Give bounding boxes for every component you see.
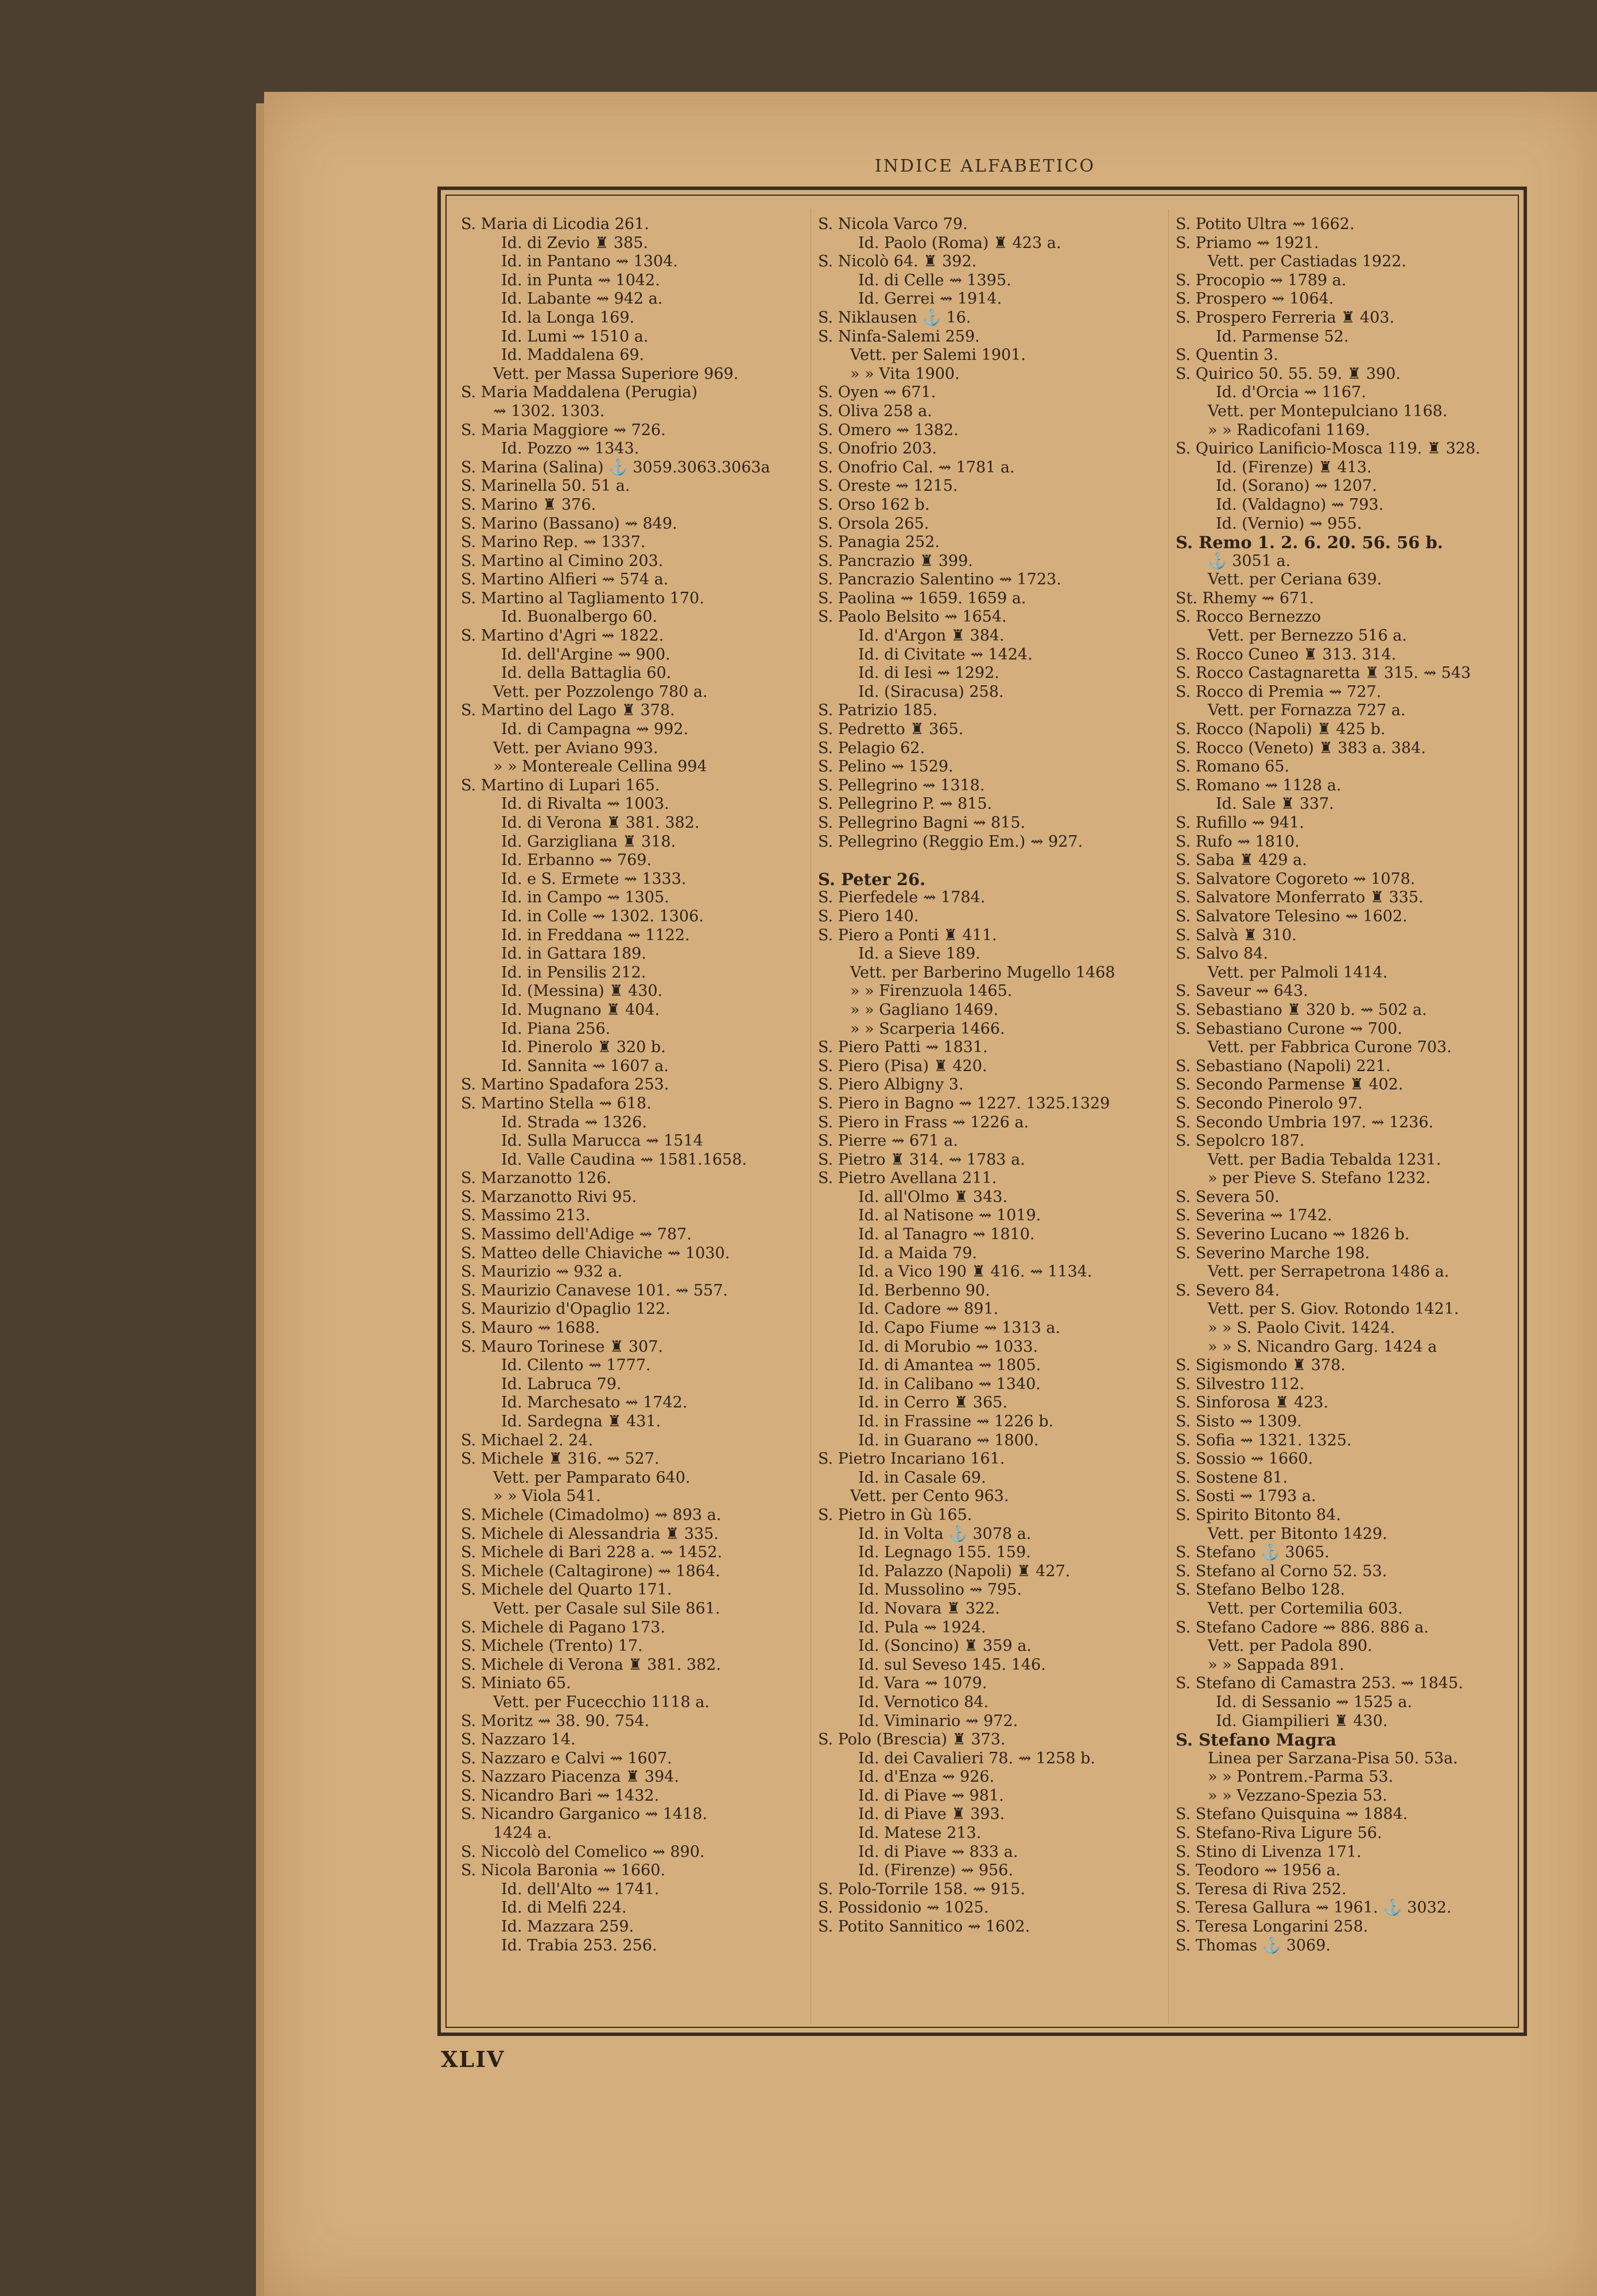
index-entry: S. Martino al Tagliamento 170. — [461, 589, 704, 607]
index-entry: S. Stefano Magra — [1176, 1730, 1336, 1750]
index-entry: Id. (Messina) ♜ 430. — [501, 982, 663, 1000]
index-column-1 — [461, 215, 805, 2018]
index-entry: St. Rhemy ⇝ 671. — [1176, 589, 1314, 607]
index-entry: S. Secondo Parmense ♜ 402. — [1176, 1076, 1404, 1094]
index-entry: S. Nazzaro Piacenza ♜ 394. — [461, 1768, 679, 1786]
index-entry: S. Pellegrino P. ⇝ 815. — [818, 795, 993, 813]
index-entry: Id. in Calibano ⇝ 1340. — [858, 1375, 1041, 1393]
index-entry: Id. di Campagna ⇝ 992. — [501, 720, 689, 739]
index-entry: S. Thomas ⚓ 3069. — [1176, 1936, 1331, 1954]
index-entry: Vett. per Palmoli 1414. — [1208, 963, 1388, 982]
index-entry: » » Scarperia 1466. — [850, 1019, 1005, 1038]
index-entry: Id. Paolo (Roma) ♜ 423 a. — [858, 234, 1061, 252]
index-entry: ⇝ 1302. 1303. — [493, 402, 605, 420]
index-entry: S. Stefano di Camastra 253. ⇝ 1845. — [1176, 1674, 1463, 1693]
index-entry: Id. all'Olmo ♜ 343. — [858, 1188, 1008, 1206]
index-entry: S. Teresa Longarini 258. — [1176, 1918, 1369, 1936]
index-entry: S. Stefano ⚓ 3065. — [1176, 1543, 1329, 1562]
index-entry: S. Marino ♜ 376. — [461, 495, 596, 514]
index-entry: S. Maria di Licodia 261. — [461, 215, 649, 233]
index-entry: S. Sigismondo ♜ 378. — [1176, 1356, 1346, 1375]
index-entry: Id. Sardegna ♜ 431. — [501, 1413, 661, 1430]
index-entry: Id. Giampilieri ♜ 430. — [1216, 1712, 1388, 1730]
column-separator — [1168, 210, 1169, 2023]
index-entry: Vett. per Cortemilia 603. — [1208, 1599, 1403, 1618]
index-entry: Id. d'Enza ⇝ 926. — [858, 1768, 995, 1786]
index-entry: Id. Mugnano ♜ 404. — [501, 1000, 660, 1019]
index-entry: » » Vezzano-Spezia 53. — [1208, 1786, 1387, 1805]
index-entry: Id. Mazzara 259. — [501, 1918, 634, 1936]
index-entry: S. Pelagio 62. — [818, 739, 925, 757]
index-entry: Id. di Amantea ⇝ 1805. — [858, 1356, 1041, 1375]
index-entry: Id. dei Cavalieri 78. ⇝ 1258 b. — [858, 1749, 1095, 1767]
index-entry: S. Salvatore Cogoreto ⇝ 1078. — [1176, 870, 1416, 888]
index-entry: S. Rocco Cuneo ♜ 313. 314. — [1176, 645, 1397, 664]
index-entry: Id. Capo Fiume ⇝ 1313 a. — [858, 1319, 1061, 1337]
index-entry: S. Omero ⇝ 1382. — [818, 421, 959, 439]
index-entry: » » Firenzuola 1465. — [850, 982, 1013, 1000]
index-entry: Vett. per Cento 963. — [850, 1487, 1009, 1506]
index-entry: S. Sosti ⇝ 1793 a. — [1176, 1487, 1316, 1506]
index-entry: S. Piero 140. — [818, 907, 919, 925]
index-entry: Id. in Volta ⚓ 3078 a. — [858, 1525, 1032, 1543]
index-entry: S. Niklausen ⚓ 16. — [818, 308, 971, 327]
index-entry: » » S. Nicandro Garg. 1424 a — [1208, 1337, 1437, 1356]
index-entry: S. Mauro Torinese ♜ 307. — [461, 1337, 663, 1356]
index-entry: Id. d'Argon ♜ 384. — [858, 627, 1005, 645]
index-entry: Id. Erbanno ⇝ 769. — [501, 851, 652, 870]
index-entry: » » Montereale Cellina 994 — [493, 758, 707, 776]
index-entry: Id. Buonalbergo 60. — [501, 608, 657, 626]
index-entry: Id. di Piave ⇝ 981. — [858, 1786, 1004, 1805]
index-entry: S. Stefano Cadore ⇝ 886. 886 a. — [1176, 1618, 1429, 1636]
index-entry: S. Piero in Bagno ⇝ 1227. 1325.1329 — [818, 1094, 1110, 1112]
index-entry: S. Saveur ⇝ 643. — [1176, 982, 1308, 1000]
index-entry: Id. in Cerro ♜ 365. — [858, 1394, 1007, 1412]
index-entry: S. Michele ♜ 316. ⇝ 527. — [461, 1450, 660, 1468]
index-entry: Vett. per Salemi 1901. — [850, 346, 1026, 364]
index-entry: Vett. per Castiadas 1922. — [1208, 253, 1406, 271]
page-number: XLIV — [441, 2046, 505, 2072]
index-entry: Id. a Vico 190 ♜ 416. ⇝ 1134. — [858, 1263, 1092, 1281]
index-entry: S. Salvatore Monferrato ♜ 335. — [1176, 889, 1424, 907]
index-entry: » » Radicofani 1169. — [1208, 421, 1370, 439]
index-entry: Id. dell'Alto ⇝ 1741. — [501, 1880, 660, 1898]
index-entry: S. Piero (Pisa) ♜ 420. — [818, 1057, 987, 1075]
index-entry: Id. Cadore ⇝ 891. — [858, 1300, 999, 1318]
index-entry: S. Teresa Gallura ⇝ 1961. ⚓ 3032. — [1176, 1899, 1452, 1917]
index-entry: Id. di Iesi ⇝ 1292. — [858, 664, 999, 682]
index-entry: S. Nazzaro 14. — [461, 1731, 576, 1749]
index-entry: S. Pietro in Gù 165. — [818, 1506, 972, 1524]
index-entry: Vett. per Aviano 993. — [493, 739, 658, 757]
index-entry: Id. di Rivalta ⇝ 1003. — [501, 795, 669, 813]
index-entry: S. Teodoro ⇝ 1956 a. — [1176, 1861, 1341, 1880]
index-entry: S. Severina ⇝ 1742. — [1176, 1207, 1332, 1225]
index-entry: S. Prospero Ferreria ♜ 403. — [1176, 308, 1395, 327]
index-entry: » per Pieve S. Stefano 1232. — [1208, 1169, 1431, 1188]
index-entry: Linea per Sarzana-Pisa 50. 53a. — [1208, 1749, 1458, 1767]
index-entry: Id. (Siracusa) 258. — [858, 682, 1004, 701]
index-entry: Id. della Battaglia 60. — [501, 664, 672, 682]
index-entry: Id. di Civitate ⇝ 1424. — [858, 645, 1033, 664]
index-entry: Id. Garzigliana ♜ 318. — [501, 832, 676, 851]
index-entry: Id. Pinerolo ♜ 320 b. — [501, 1038, 666, 1057]
index-entry: Id. di Morubio ⇝ 1033. — [858, 1337, 1038, 1356]
index-entry: Vett. per Badia Tebalda 1231. — [1208, 1150, 1441, 1169]
index-entry: 1424 a. — [493, 1824, 552, 1843]
page-header: INDICE ALFABETICO — [874, 156, 1096, 176]
index-entry: S. Piero a Ponti ♜ 411. — [818, 926, 997, 944]
index-entry: Id. Parmense 52. — [1216, 327, 1349, 346]
index-entry: S. Michael 2. 24. — [461, 1431, 594, 1449]
index-entry: Id. in Pensilis 212. — [501, 963, 646, 982]
index-entry: S. Pietro Avellana 211. — [818, 1169, 997, 1188]
index-entry: S. Rufillo ⇝ 941. — [1176, 814, 1304, 832]
index-entry: S. Sisto ⇝ 1309. — [1176, 1413, 1302, 1430]
index-entry: Id. Gerrei ⇝ 1914. — [858, 290, 1002, 308]
index-entry: S. Silvestro 112. — [1176, 1375, 1305, 1393]
index-entry: S. Stino di Livenza 171. — [1176, 1843, 1362, 1861]
index-entry: S. Rufo ⇝ 1810. — [1176, 832, 1300, 851]
index-entry: S. Onofrio Cal. ⇝ 1781 a. — [818, 458, 1015, 476]
index-entry: Vett. per Bitonto 1429. — [1208, 1525, 1387, 1543]
index-entry: Id. d'Orcia ⇝ 1167. — [1216, 383, 1366, 402]
index-entry: Id. Vernotico 84. — [858, 1693, 989, 1711]
index-entry: S. Spirito Bitonto 84. — [1176, 1506, 1341, 1524]
index-entry: S. Orso 162 b. — [818, 495, 930, 514]
index-entry: S. Martino al Cimino 203. — [461, 552, 664, 570]
index-entry: Id. di Zevio ♜ 385. — [501, 234, 648, 252]
index-entry: » » Vita 1900. — [850, 364, 960, 383]
index-entry: S. Severa 50. — [1176, 1188, 1280, 1206]
index-entry: S. Michele del Quarto 171. — [461, 1581, 672, 1599]
index-entry: S. Teresa di Riva 252. — [1176, 1880, 1347, 1898]
index-entry: S. Maurizio ⇝ 932 a. — [461, 1263, 623, 1281]
index-entry: Id. Palazzo (Napoli) ♜ 427. — [858, 1562, 1071, 1580]
index-entry: S. Martino Spadafora 253. — [461, 1076, 669, 1094]
index-entry: S. Michele (Caltagirone) ⇝ 1864. — [461, 1562, 720, 1580]
index-entry: Id. Viminario ⇝ 972. — [858, 1712, 1018, 1730]
index-entry: Id. Marchesato ⇝ 1742. — [501, 1394, 688, 1412]
index-entry: Vett. per Bernezzo 516 a. — [1208, 627, 1407, 645]
index-entry: Id. in Gattara 189. — [501, 945, 646, 963]
index-entry: Id. di Sessanio ⇝ 1525 a. — [1216, 1693, 1412, 1711]
index-entry: S. Pietro Incariano 161. — [818, 1450, 1005, 1468]
index-entry: S. Martino Alfieri ⇝ 574 a. — [461, 571, 669, 589]
index-entry: S. Pierfedele ⇝ 1784. — [818, 889, 986, 907]
index-entry: S. Potito Ultra ⇝ 1662. — [1176, 215, 1355, 233]
index-entry: Id. Novara ♜ 322. — [858, 1599, 1000, 1618]
index-entry: S. Orsola 265. — [818, 514, 929, 533]
index-entry: Id. Mussolino ⇝ 795. — [858, 1581, 1022, 1599]
index-entry: Id. Strada ⇝ 1326. — [501, 1113, 647, 1131]
index-entry: Id. Vara ⇝ 1079. — [858, 1674, 987, 1693]
index-entry: S. Maurizio Canavese 101. ⇝ 557. — [461, 1281, 728, 1300]
index-entry: Id. di Celle ⇝ 1395. — [858, 271, 1011, 289]
index-entry: S. Marinella 50. 51 a. — [461, 477, 630, 495]
index-entry — [818, 851, 1162, 870]
index-entry: Vett. per S. Giov. Rotondo 1421. — [1208, 1300, 1459, 1318]
index-entry: S. Sossio ⇝ 1660. — [1176, 1450, 1313, 1468]
index-entry: Id. Trabia 253. 256. — [501, 1936, 657, 1954]
index-entry: S. Quirico Lanificio-Mosca 119. ♜ 328. — [1176, 440, 1480, 458]
index-entry: S. Oyen ⇝ 671. — [818, 383, 936, 402]
index-entry: S. Rocco (Napoli) ♜ 425 b. — [1176, 720, 1386, 739]
index-entry: S. Nicola Varco 79. — [818, 215, 968, 233]
index-entry: » » S. Paolo Civit. 1424. — [1208, 1319, 1396, 1337]
index-entry: S. Rocco di Premia ⇝ 727. — [1176, 682, 1382, 701]
index-entry: S. Remo 1. 2. 6. 20. 56. 56 b. — [1176, 533, 1443, 553]
index-entry: S. Nazzaro e Calvi ⇝ 1607. — [461, 1749, 672, 1767]
index-entry: S. Mauro ⇝ 1688. — [461, 1319, 600, 1337]
index-entry: Id. Valle Caudina ⇝ 1581.1658. — [501, 1150, 747, 1169]
index-entry: Id. Pozzo ⇝ 1343. — [501, 440, 639, 458]
index-entry: S. Miniato 65. — [461, 1674, 571, 1693]
index-entry: S. Martino del Lago ♜ 378. — [461, 701, 675, 720]
index-entry: S. Oliva 258 a. — [818, 402, 932, 420]
index-entry: S. Piero Albigny 3. — [818, 1076, 964, 1094]
index-entry: Id. in Punta ⇝ 1042. — [501, 271, 660, 289]
index-entry: S. Pierre ⇝ 671 a. — [818, 1132, 958, 1150]
index-entry: S. Oreste ⇝ 1215. — [818, 477, 958, 495]
index-entry: S. Onofrio 203. — [818, 440, 937, 458]
index-entry: S. Pellegrino Bagni ⇝ 815. — [818, 814, 1026, 832]
index-entry: S. Secondo Umbria 197. ⇝ 1236. — [1176, 1113, 1434, 1131]
index-entry: S. Severino Lucano ⇝ 1826 b. — [1176, 1225, 1410, 1244]
index-entry: Id. a Maida 79. — [858, 1244, 978, 1262]
index-entry: S. Martino Stella ⇝ 618. — [461, 1094, 652, 1112]
index-entry: Id. Sale ♜ 337. — [1216, 795, 1334, 813]
index-entry: S. Maurizio d'Opaglio 122. — [461, 1300, 670, 1318]
index-entry: ⚓ 3051 a. — [1208, 552, 1291, 570]
index-entry: S. Martino di Lupari 165. — [461, 776, 660, 794]
index-entry: S. Pellegrino ⇝ 1318. — [818, 776, 985, 794]
index-entry: Id. (Firenze) ⇝ 956. — [858, 1861, 1013, 1880]
index-entry: S. Peter 26. — [818, 869, 926, 889]
index-entry: S. Procopio ⇝ 1789 a. — [1176, 271, 1347, 289]
index-entry: Vett. per Serrapetrona 1486 a. — [1208, 1263, 1449, 1281]
index-entry: S. Sofia ⇝ 1321. 1325. — [1176, 1431, 1352, 1449]
index-entry: Vett. per Montepulciano 1168. — [1208, 402, 1448, 420]
index-entry: S. Salvo 84. — [1176, 945, 1268, 963]
index-entry: S. Quentin 3. — [1176, 346, 1278, 364]
index-entry: S. Rocco Bernezzo — [1176, 608, 1321, 626]
index-entry: Id. (Sorano) ⇝ 1207. — [1216, 477, 1377, 495]
index-entry: S. Pelino ⇝ 1529. — [818, 758, 953, 776]
index-entry: S. Romano 65. — [1176, 758, 1290, 776]
index-entry: Vett. per Ceriana 639. — [1208, 571, 1382, 589]
index-entry: S. Piero in Frass ⇝ 1226 a. — [818, 1113, 1029, 1131]
index-entry: S. Possidonio ⇝ 1025. — [818, 1899, 989, 1917]
index-entry: S. Nicandro Bari ⇝ 1432. — [461, 1786, 660, 1805]
index-entry: Id. Maddalena 69. — [501, 346, 645, 364]
index-entry: Id. di Verona ♜ 381. 382. — [501, 814, 700, 832]
index-entry: S. Michele di Bari 228 a. ⇝ 1452. — [461, 1543, 723, 1562]
index-entry: Id. Pula ⇝ 1924. — [858, 1618, 986, 1636]
index-entry: S. Matteo delle Chiaviche ⇝ 1030. — [461, 1244, 730, 1262]
index-entry: Id. in Pantano ⇝ 1304. — [501, 253, 678, 271]
index-entry: S. Michele (Trento) 17. — [461, 1637, 643, 1655]
index-entry: S. Paolina ⇝ 1659. 1659 a. — [818, 589, 1026, 607]
index-entry: S. Sebastiano (Napoli) 221. — [1176, 1057, 1391, 1075]
index-entry: S. Pedretto ♜ 365. — [818, 720, 964, 739]
index-entry: Vett. per Padola 890. — [1208, 1637, 1373, 1655]
index-entry: Id. (Firenze) ♜ 413. — [1216, 458, 1372, 476]
index-entry: » » Sappada 891. — [1208, 1655, 1344, 1674]
index-entry: Id. a Sieve 189. — [858, 945, 980, 963]
index-entry: S. Severo 84. — [1176, 1281, 1280, 1300]
index-entry: Id. Sannita ⇝ 1607 a. — [501, 1057, 669, 1075]
index-entry: Vett. per Casale sul Sile 861. — [493, 1599, 720, 1618]
index-column-2 — [818, 215, 1162, 2018]
index-entry: S. Rocco Castagnaretta ♜ 315. ⇝ 543 — [1176, 664, 1471, 682]
index-entry: Id. Legnago 155. 159. — [858, 1543, 1031, 1562]
index-entry: Vett. per Pamparato 640. — [493, 1468, 691, 1487]
index-entry: Id. la Longa 169. — [501, 308, 635, 327]
index-entry: Id. dell'Argine ⇝ 900. — [501, 645, 670, 664]
index-entry: S. Stefano Quisquina ⇝ 1884. — [1176, 1805, 1408, 1824]
index-entry: S. Marina (Salina) ⚓ 3059.3063.3063a — [461, 458, 770, 476]
index-entry: Id. Piana 256. — [501, 1019, 611, 1038]
index-entry: Id. Sulla Marucca ⇝ 1514 — [501, 1132, 703, 1150]
index-entry: S. Pancrazio Salentino ⇝ 1723. — [818, 571, 1061, 589]
index-entry: S. Marino Rep. ⇝ 1337. — [461, 533, 646, 552]
index-entry: S. Nicolò 64. ♜ 392. — [818, 253, 977, 271]
index-entry: » » Gagliano 1469. — [850, 1000, 999, 1019]
index-entry: Id. in Casale 69. — [858, 1468, 986, 1487]
index-entry: Id. in Colle ⇝ 1302. 1306. — [501, 907, 704, 925]
index-entry: S. Michele di Alessandria ♜ 335. — [461, 1525, 719, 1543]
index-entry: Vett. per Fabbrica Curone 703. — [1208, 1038, 1452, 1057]
index-entry: S. Ninfa-Salemi 259. — [818, 327, 980, 346]
index-entry: S. Salvatore Telesino ⇝ 1602. — [1176, 907, 1408, 925]
index-entry: S. Marino (Bassano) ⇝ 849. — [461, 514, 677, 533]
index-entry: S. Michele di Pagano 173. — [461, 1618, 665, 1636]
index-entry: Id. di Piave ⇝ 833 a. — [858, 1843, 1018, 1861]
index-entry: S. Polo-Torrile 158. ⇝ 915. — [818, 1880, 1025, 1898]
index-entry: Id. (Vernio) ⇝ 955. — [1216, 514, 1362, 533]
index-entry: S. Rocco (Veneto) ♜ 383 a. 384. — [1176, 739, 1426, 757]
index-entry: Id. (Valdagno) ⇝ 793. — [1216, 495, 1384, 514]
index-entry: S. Pellegrino (Reggio Em.) ⇝ 927. — [818, 832, 1083, 851]
index-entry: S. Polo (Brescia) ♜ 373. — [818, 1731, 1006, 1749]
index-entry: S. Nicola Baronia ⇝ 1660. — [461, 1861, 665, 1880]
index-entry: S. Sinforosa ♜ 423. — [1176, 1394, 1329, 1412]
index-entry: Vett. per Massa Superiore 969. — [493, 364, 739, 383]
index-entry: Id. al Tanagro ⇝ 1810. — [858, 1225, 1035, 1244]
index-entry: S. Saba ♜ 429 a. — [1176, 851, 1307, 870]
index-entry: Id. Cilento ⇝ 1777. — [501, 1356, 651, 1375]
index-entry: Id. Labruca 79. — [501, 1375, 622, 1393]
index-entry: Id. Matese 213. — [858, 1824, 982, 1843]
index-entry: S. Stefano Belbo 128. — [1176, 1581, 1346, 1599]
index-entry: S. Martino d'Agri ⇝ 1822. — [461, 627, 664, 645]
index-entry: S. Niccolò del Comelico ⇝ 890. — [461, 1843, 705, 1861]
index-entry: » » Pontrem.-Parma 53. — [1208, 1768, 1394, 1786]
index-entry: Vett. per Fornazza 727 a. — [1208, 701, 1406, 720]
index-entry: S. Sebastiano Curone ⇝ 700. — [1176, 1019, 1402, 1038]
index-entry: S. Romano ⇝ 1128 a. — [1176, 776, 1342, 794]
index-entry: Id. di Piave ♜ 393. — [858, 1805, 1005, 1824]
index-entry: S. Massimo 213. — [461, 1207, 591, 1225]
index-entry: S. Paolo Belsito ⇝ 1654. — [818, 608, 1007, 626]
index-entry: S. Prospero ⇝ 1064. — [1176, 290, 1334, 308]
index-entry: S. Maria Maddalena (Perugia) — [461, 383, 698, 402]
index-entry: S. Potito Sannitico ⇝ 1602. — [818, 1918, 1030, 1936]
index-entry: Id. Labante ⇝ 942 a. — [501, 290, 663, 308]
index-entry: S. Pancrazio ♜ 399. — [818, 552, 973, 570]
index-entry: S. Salvà ♜ 310. — [1176, 926, 1297, 944]
index-entry: S. Priamo ⇝ 1921. — [1176, 234, 1319, 252]
index-entry: Id. in Frassine ⇝ 1226 b. — [858, 1413, 1054, 1430]
index-entry: S. Sostene 81. — [1176, 1468, 1288, 1487]
index-entry: Id. (Soncino) ♜ 359 a. — [858, 1637, 1032, 1655]
index-entry: S. Sepolcro 187. — [1176, 1132, 1305, 1150]
index-entry: Vett. per Fucecchio 1118 a. — [493, 1693, 710, 1711]
index-entry: S. Marzanotto Rivi 95. — [461, 1188, 637, 1206]
index-entry: S. Stefano-Riva Ligure 56. — [1176, 1824, 1382, 1843]
index-entry: S. Nicandro Garganico ⇝ 1418. — [461, 1805, 708, 1824]
index-entry: Id. di Melfi 224. — [501, 1899, 627, 1917]
index-entry: Id. in Freddana ⇝ 1122. — [501, 926, 690, 944]
index-column-3 — [1176, 215, 1520, 2018]
index-entry: S. Piero Patti ⇝ 1831. — [818, 1038, 988, 1057]
index-entry: Id. in Guarano ⇝ 1800. — [858, 1431, 1039, 1449]
index-entry: Vett. per Barberino Mugello 1468 — [850, 963, 1115, 982]
index-entry: S. Michele (Cimadolmo) ⇝ 893 a. — [461, 1506, 722, 1524]
index-entry: Id. al Natisone ⇝ 1019. — [858, 1207, 1041, 1225]
index-entry: Id. Berbenno 90. — [858, 1281, 990, 1300]
index-entry: S. Michele di Verona ♜ 381. 382. — [461, 1655, 722, 1674]
index-entry: S. Quirico 50. 55. 59. ♜ 390. — [1176, 364, 1401, 383]
index-entry: S. Maria Maggiore ⇝ 726. — [461, 421, 666, 439]
index-entry: Id. sul Seveso 145. 146. — [858, 1655, 1046, 1674]
index-entry: S. Sebastiano ♜ 320 b. ⇝ 502 a. — [1176, 1000, 1427, 1019]
index-entry: Id. e S. Ermete ⇝ 1333. — [501, 870, 687, 888]
index-entry: S. Marzanotto 126. — [461, 1169, 611, 1188]
index-entry: S. Massimo dell'Adige ⇝ 787. — [461, 1225, 692, 1244]
index-entry: Id. in Campo ⇝ 1305. — [501, 889, 669, 907]
index-entry: » » Viola 541. — [493, 1487, 601, 1506]
index-entry: S. Severino Marche 198. — [1176, 1244, 1370, 1262]
index-entry: Vett. per Pozzolengo 780 a. — [493, 682, 708, 701]
index-entry: S. Pietro ♜ 314. ⇝ 1783 a. — [818, 1150, 1025, 1169]
index-entry: S. Secondo Pinerolo 97. — [1176, 1094, 1363, 1112]
index-entry: S. Moritz ⇝ 38. 90. 754. — [461, 1712, 650, 1730]
index-entry: S. Panagia 252. — [818, 533, 940, 552]
index-entry: S. Patrizio 185. — [818, 701, 937, 720]
index-entry: S. Stefano al Corno 52. 53. — [1176, 1562, 1387, 1580]
index-entry: Id. Lumi ⇝ 1510 a. — [501, 327, 649, 346]
